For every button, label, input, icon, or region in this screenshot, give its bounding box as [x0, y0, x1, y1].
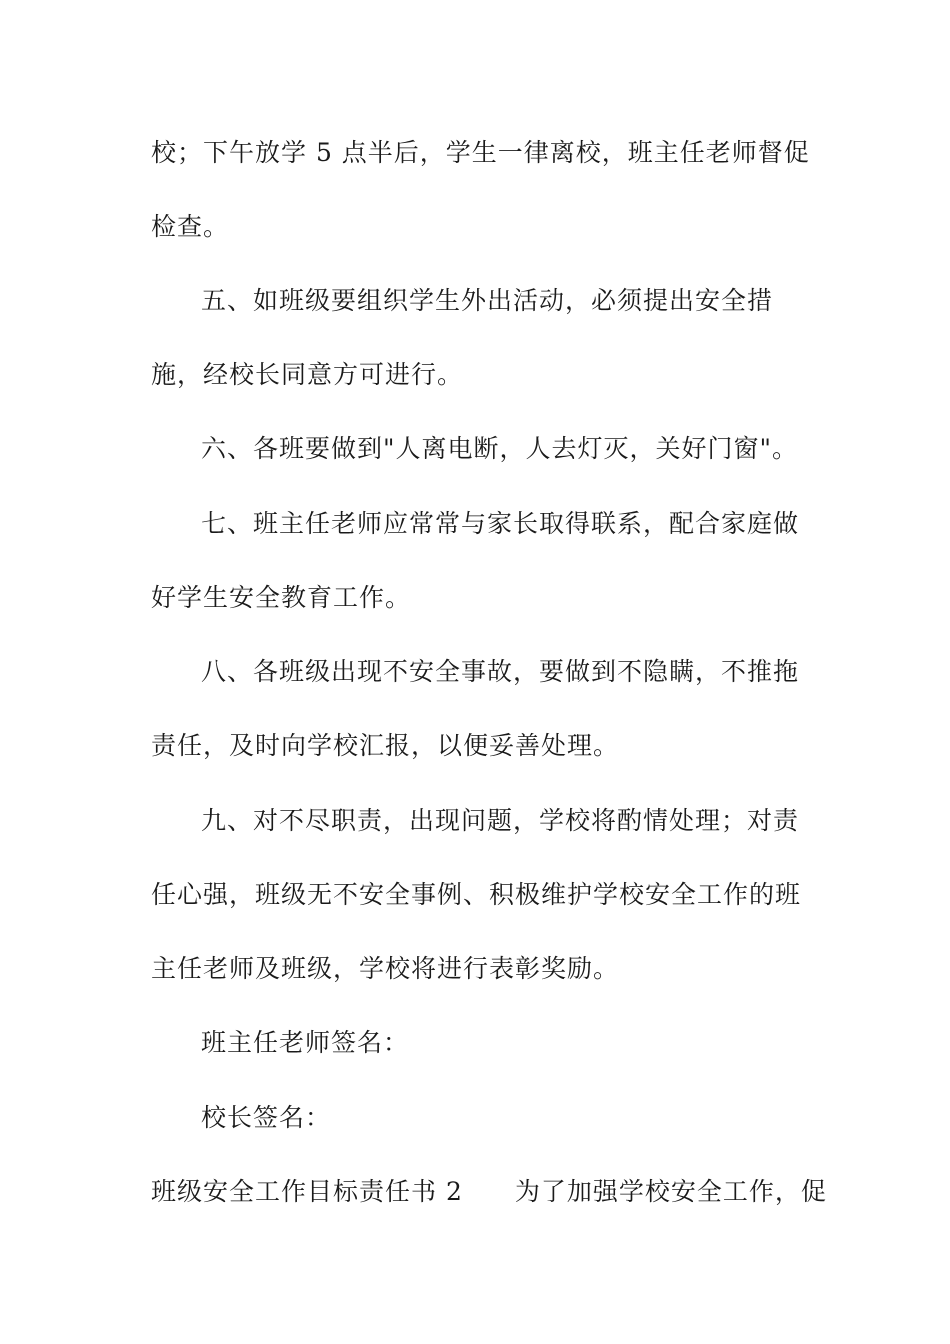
signature-principal: 校长签名：	[201, 1103, 332, 1132]
text-line-12: 主任老师及班级，学校将进行表彰奖励。	[151, 954, 620, 983]
text-line-11: 任心强，班级无不安全事例、积极维护学校安全工作的班	[151, 880, 802, 909]
text-line-6: 七、班主任老师应常常与家长取得联系，配合家庭做	[201, 509, 800, 538]
next-section-title: 班级安全工作目标责任书 2	[151, 1177, 463, 1206]
text-line-2: 检查。	[151, 212, 230, 241]
text-line-3: 五、如班级要组织学生外出活动，必须提出安全措	[201, 286, 774, 315]
next-section-line	[151, 1177, 827, 1207]
signature-teacher: 班主任老师签名：	[201, 1028, 410, 1057]
text-line-7: 好学生安全教育工作。	[151, 583, 412, 612]
text-line-8: 八、各班级出现不安全事故，要做到不隐瞒，不推拖	[201, 657, 800, 686]
text-line-9: 责任，及时向学校汇报，以便妥善处理。	[151, 731, 620, 760]
text-line-5: 六、各班要做到"人离电断，人去灯灭，关好门窗"。	[201, 434, 799, 463]
text-line-1: 校；下午放学 5 点半后，学生一律离校，班主任老师督促	[151, 138, 810, 167]
next-section-body: 为了加强学校安全工作，促	[514, 1177, 827, 1206]
text-line-10: 九、对不尽职责，出现问题，学校将酌情处理；对责	[201, 806, 800, 835]
text-line-4: 施，经校长同意方可进行。	[151, 360, 464, 389]
